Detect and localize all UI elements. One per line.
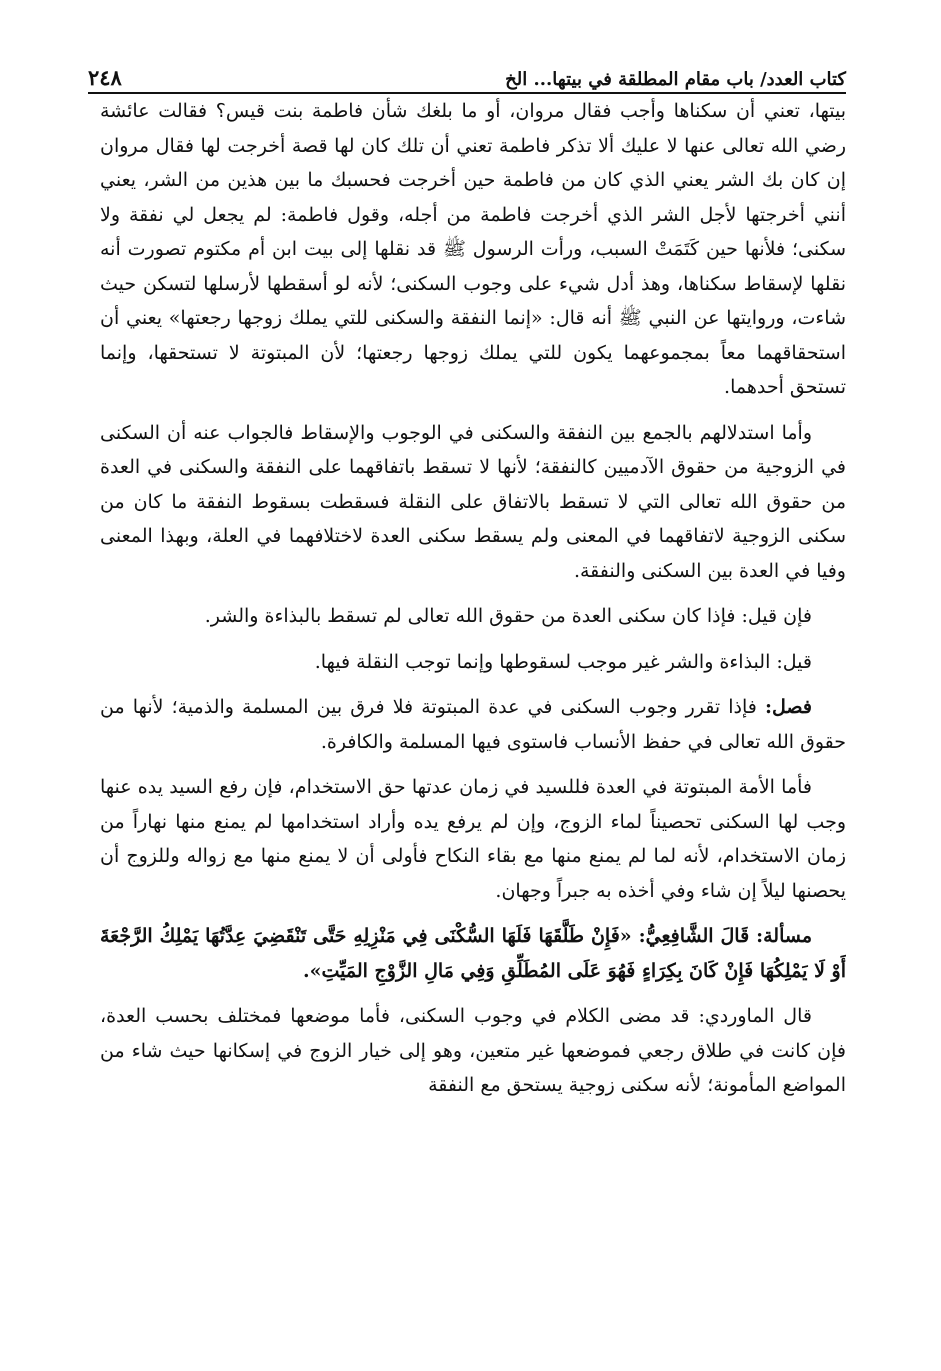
- paragraph-4: [100, 645, 846, 680]
- paragraph-5-text: فإذا تقرر وجوب السكنى في عدة المبتوتة فلا فرق بين المسلمة والذمية؛ لأنها من حقوق الله تعالى في حفظ الأنساب فاستوى فيها المسلمة والكافرة.: [100, 696, 846, 753]
- paragraph-7: [100, 919, 846, 988]
- paragraph-8: قال الماوردي: قد مضى الكلام في وجوب السكنى، فأما موضعها فمختلف بحسب العدة، فإن كانت في طلاق رجعي فموضعها غير متعين، وهو إلى خيار الزوج في إسكانها حيث شاء من المواضع المأمونة؛ لأنه سكنى زوجية يستحق مع النفقة: [100, 1005, 846, 1096]
- paragraph-3-text: فإذا كان سكنى العدة من حقوق الله تعالى لم تسقط بالبذاءة والشر.: [204, 605, 742, 627]
- paragraph-5: [100, 690, 846, 759]
- paragraph-2: وأما استدلالهم بالجمع بين النفقة والسكنى في الوجوب والإسقاط فالجواب عنه أن السكنى في الزوجية من حقوق الآدميين كالنفقة؛ لأنها لا تسقط باتفاقهما على النفقة والسكنى في العدة من حقوق الله تعالى التي لا تسقط بالاتفاق على النقلة فسقطت بسقوط النفقة ما كان من سكنى الزوجية لاتفاقهما في المعنى ولم يسقط سكنى العدة لاختلافهما في العلة، وبهذا المعنى وفيا في العدة بين السكنى والنفقة.: [100, 421, 846, 582]
- masala-label: مسألة: قَالَ الشَّافِعِيُّ:: [638, 925, 813, 947]
- section-label: فصل:: [765, 696, 812, 718]
- paragraph-3: [100, 599, 846, 634]
- paragraph-3-label: فإن قيل:: [741, 605, 812, 627]
- running-title: كتاب العدد/ باب مقام المطلقة في بيتها... الخ: [505, 69, 846, 90]
- page-header: [88, 60, 846, 94]
- page-number: ٢٤٨: [88, 65, 122, 90]
- shafii-quote: «فَإِنْ طَلَّقَهَا فَلَهَا السُّكْنَى فِي مَنْزِلِهِ حَتَّى تَنْقَضِيَ عِدَّتُهَا يَمْلِكُ الرَّجْعَةَ أَوْ لَا يَمْلِكُهَا فَإِنْ كَانَ بِكِرَاءٍ فَهُوَ عَلَى المُطَلِّقِ وَفِي مَالِ الزَّوْجِ المَيِّتِ».: [100, 925, 846, 982]
- page-body: [100, 94, 846, 1349]
- paragraph-1: بيتها، تعني أن سكناها وأجب فقال مروان، أو ما بلغك شأن فاطمة بنت قيس؟ فقالت عائشة رضي الله تعالى عنها لا عليك ألا تذكر فاطمة تعني أن تلك كان لها قصة أخرجت لها فقال مروان إن كان بك الشر يعني الذي كان من فاطمة حين أخرجت فحسبك ما بين هذين من الشر، يعني أنني أخرجتها لأجل الشر الذي أخرجت فاطمة من أجله، وقول فاطمة: لم يجعل لي نفقة ولا سكنى؛ فلأنها حين كَتَمَتْ السبب، ورأت الرسول ﷺ قد نقلها إلى بيت ابن أم مكتوم تصورت أنه نقلها لإسقاط سكناها، وهذ أدل شيء على وجوب السكنى؛ لأنه لو أسقطها لأرسلها لتسكن حيث شاءت، وروايتها عن النبي ﷺ أنه قال: «إنما النفقة والسكنى للتي يملك زوجها رجعتها» يعني أن استحقاقهما معاً بمجموعهما يكون للتي يملك زوجها رجعتها؛ لأن المبتوتة لا تستحقها، وإنما تستحق أحدهما.: [100, 100, 846, 398]
- paragraph-6: فأما الأمة المبتوتة في العدة فللسيد في زمان عدتها حق الاستخدام، فإن رفع السيد يده عنها وجب لها السكنى تحصيناً لماء الزوج، وإن لم يرفع يده وأراد استخدامها لم يمنع منها نهاراً من زمان الاستخدام، لأنه لما لم يمنع منها مع بقاء النكاح فأولى أن لا يمنع منها مع زواله وللزوج أن يحصنها ليلاً إن شاء وفي أخذه به جبراً وجهان.: [100, 776, 846, 902]
- paragraph-4-text: البذاءة والشر غير موجب لسقوطها وإنما توجب النقلة فيها.: [314, 650, 777, 673]
- paragraph-4-label: قيل:: [776, 650, 812, 673]
